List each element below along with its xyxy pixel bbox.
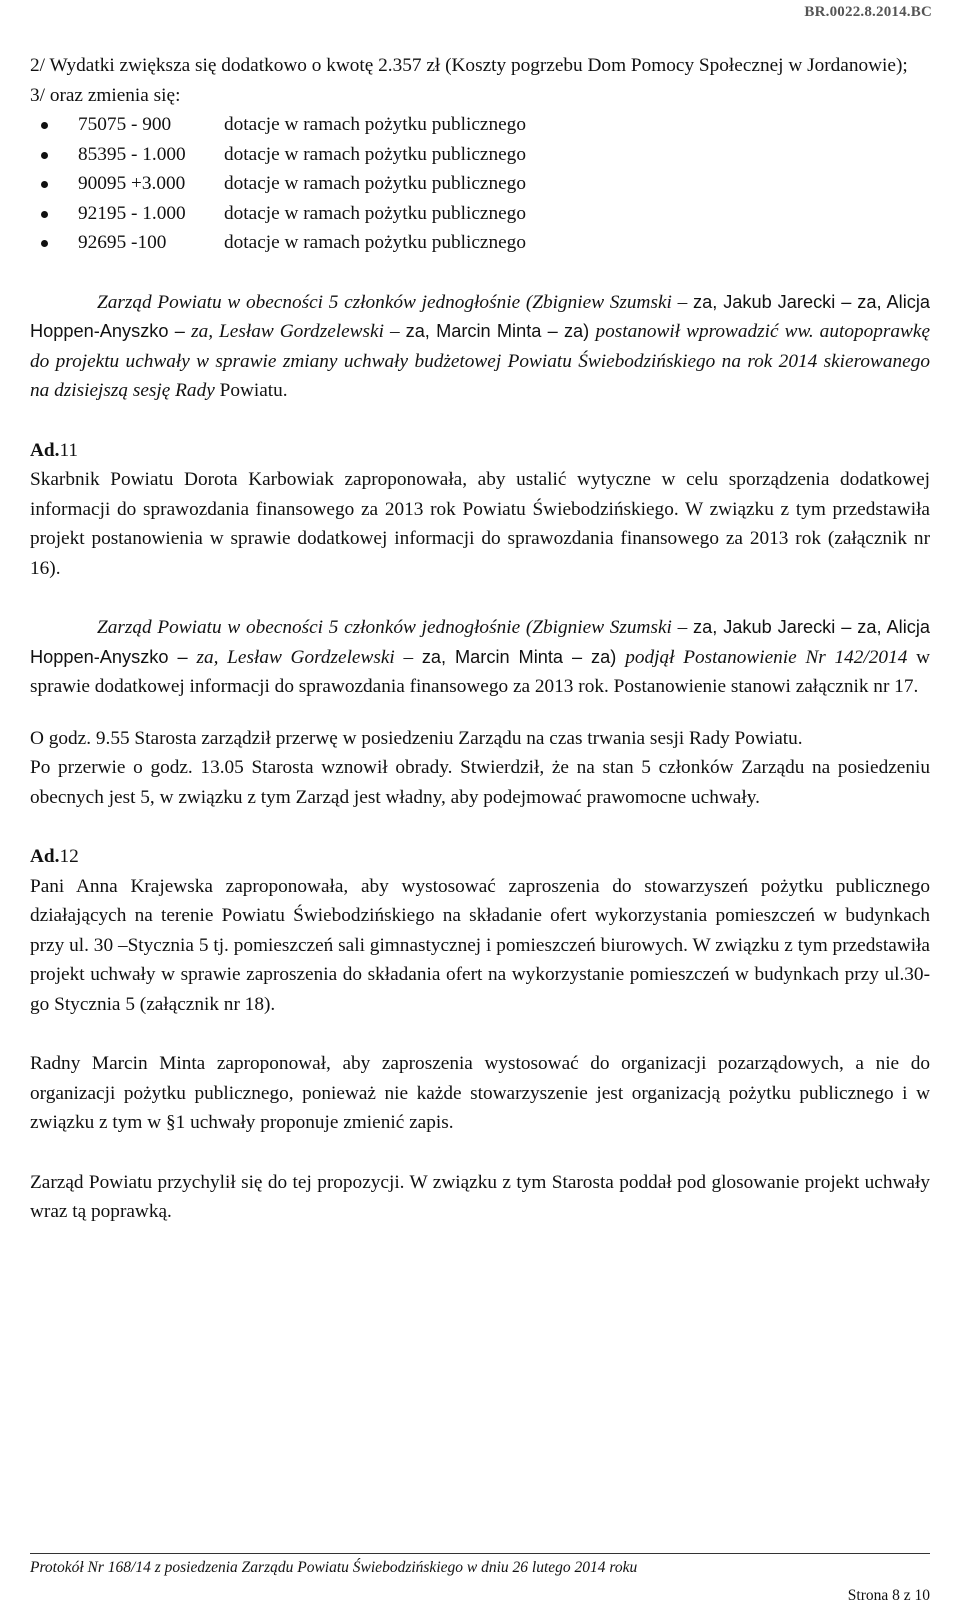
spacer: [30, 406, 930, 436]
board-decision-1: Zarząd Powiatu w obecności 5 członków jednogłośnie (Zbigniew Szumski – za, Jakub Jarecki – za, Alicja Hoppen-Anyszko – za, Lesław Gordzelewski – za, Marcin Minta – za) postanowił wprowadzić ww. autopoprawkę do projektu uchwały w sprawie zmiany uchwały budżetowej Powiatu Świebodzińskiego na rok 2014 skierowanego na dzisiejszą sesję Rady Powiatu.: [30, 291, 931, 401]
bullet-icon: [41, 240, 48, 247]
bullet-icon: [41, 152, 48, 159]
budget-description: dotacje w ramach pożytku publicznego: [224, 173, 526, 194]
budget-code: 85395 - 1.000: [78, 143, 186, 165]
budget-code: 92695 -100: [78, 232, 167, 253]
councillor-proposal-paragraph: Radny Marcin Minta zaproponował, aby zaproszenia wystosować do organizacji pozarządowych, a nie do organizacji pożytku publicznego, ponieważ nie każde stowarzyszenie jest organizacją pożytku publicznego i w związku z tym w §1 uchwały proponuje zmienić zapis.: [30, 1053, 930, 1133]
budget-description: dotacje w ramach pożytku publicznego: [224, 202, 526, 224]
break-paragraph: O godz. 9.55 Starosta zarządził przerwę w posiedzeniu Zarządu na czas trwania sesji Rady Powiatu.: [30, 727, 803, 749]
section-heading-ad12: Ad.12: [30, 846, 79, 867]
closing-paragraph: Zarząd Powiatu przychylił się do tej propozycji. W związku z tym Starosta poddał pod glosowanie projekt uchwały wraz tą poprawką.: [30, 1171, 930, 1222]
document-reference: BR.0022.8.2014.BC: [804, 4, 932, 20]
budget-changes-list: [30, 110, 930, 258]
expenses-paragraph: 2/ Wydatki zwiększa się dodatkowo o kwotę 2.357 zł (Koszty pogrzebu Dom Pomocy Społecznej w Jordanowie);: [30, 55, 908, 76]
changes-intro: 3/ oraz zmienia się:: [30, 84, 181, 106]
budget-description: dotacje w ramach pożytku publicznego: [224, 143, 526, 165]
budget-description: dotacje w ramach pożytku publicznego: [224, 114, 526, 135]
spacer: [30, 702, 930, 724]
bullet-icon: [41, 211, 48, 218]
list-item: [30, 199, 930, 229]
section-heading-ad11: Ad.11: [30, 439, 79, 461]
spacer: [30, 1138, 930, 1168]
page-number: Strona 8 z 10: [847, 1587, 930, 1604]
bullet-icon: [41, 122, 48, 129]
budget-description: dotacje w ramach pożytku publicznego: [224, 232, 526, 253]
budget-code: 75075 - 900: [78, 114, 172, 135]
ad12-paragraph: Pani Anna Krajewska zaproponowała, aby wystosować zaproszenia do stowarzyszeń pożytku publicznego działających na terenie Powiatu Świebodzińskiego na składanie ofert wykorzystania pomieszczeń w budynkach przy ul. 30 –Stycznia 5 tj. pomieszczeń sali gimnastycznej i pomieszczeń biurowych. W związku z tym przedstawiła projekt uchwały w sprawie zaproszenia do składania ofert na wykorzystanie pomieszczeń w budynkach przy ul.30-go Stycznia 5 (załącznik nr 18).: [30, 875, 930, 1015]
board-decision-2: Zarząd Powiatu w obecności 5 członków jednogłośnie (Zbigniew Szumski – za, Jakub Jarecki – za, Alicja Hoppen-Anyszko – za, Lesław Gordzelewski – za, Marcin Minta – za) podjął Postanowienie Nr 142/2014 w sprawie dodatkowej informacji do sprawozdania finansowego za 2013 rok. Postanowienie stanowi załącznik nr 17.: [30, 617, 930, 697]
spacer: [30, 258, 930, 288]
budget-code: 90095 +3.000: [78, 173, 186, 194]
list-item: [30, 110, 930, 140]
footer-protocol: Protokół Nr 168/14 z posiedzenia Zarządu Powiatu Świebodzińskiego w dniu 26 lutego 2014 roku: [30, 1559, 638, 1576]
spacer: [30, 812, 930, 842]
bullet-icon: [41, 181, 48, 188]
budget-code: 92195 - 1.000: [78, 202, 186, 224]
list-item: [30, 140, 930, 170]
resume-paragraph: Po przerwie o godz. 13.05 Starosta wznowił obrady. Stwierdził, że na stan 5 członków Zarządu na posiedzeniu obecnych jest 5, w związku z tym Zarząd jest władny, aby podejmować prawomocne uchwały.: [30, 757, 930, 808]
list-item: [30, 228, 930, 258]
footer-divider: [30, 1553, 930, 1554]
spacer: [30, 1019, 930, 1049]
spacer: [30, 583, 930, 613]
document-body: [30, 51, 930, 1227]
list-item: [30, 169, 930, 199]
ad11-paragraph: Skarbnik Powiatu Dorota Karbowiak zaproponowała, aby ustalić wytyczne w celu sporządzenia dodatkowej informacji do sprawozdania finansowego za 2013 rok Powiatu Świebodzińskiego. W związku z tym przedstawiła projekt postanowienia w sprawie dodatkowej informacji do sprawozdania finansowego za 2013 rok (załącznik nr 16).: [30, 469, 930, 579]
